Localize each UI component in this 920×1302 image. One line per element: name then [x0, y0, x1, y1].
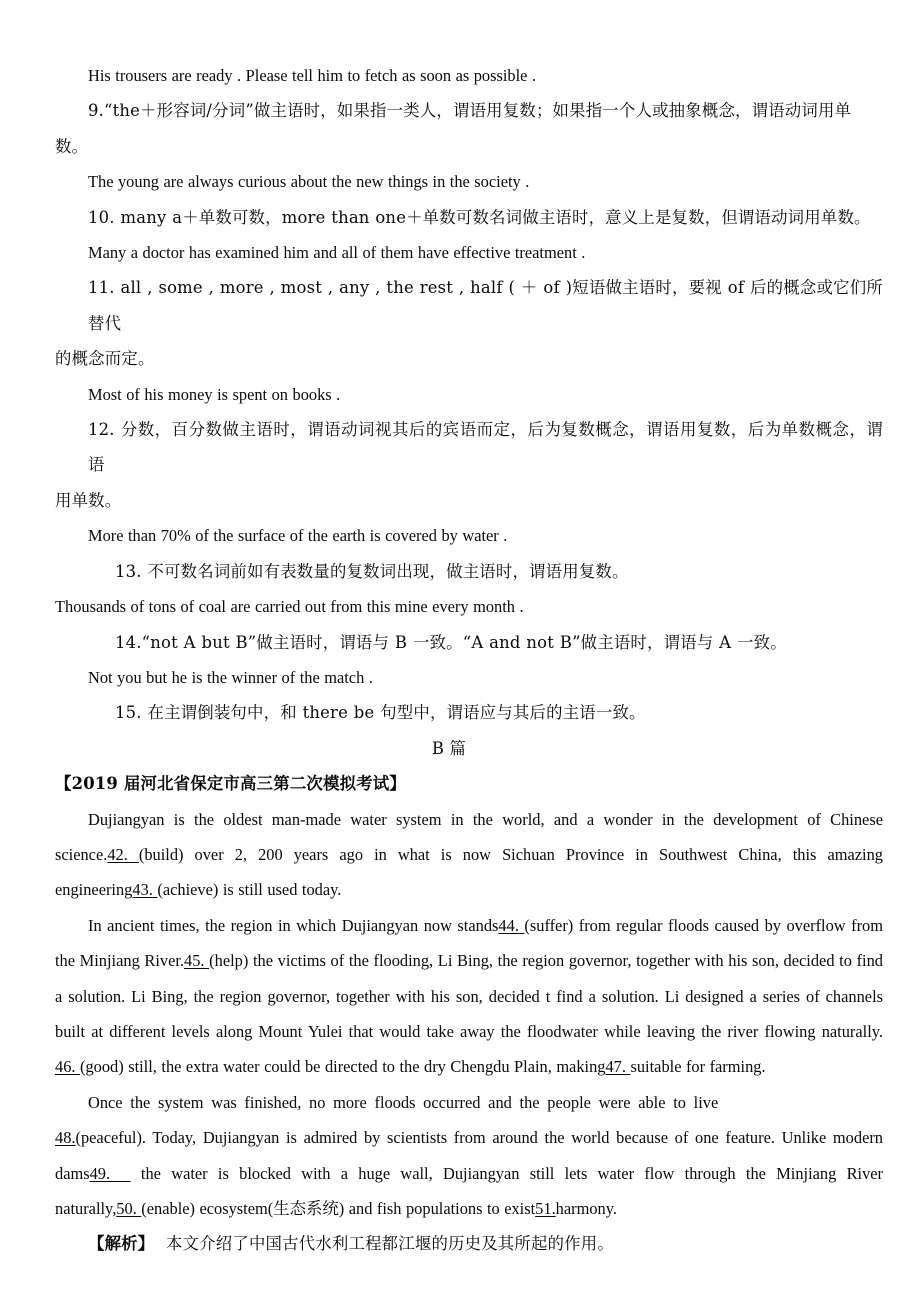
blank-47: 47. [605, 1057, 631, 1077]
rule-10: 10. many a＋单数可数，more than one＋单数可数名词做主语时，意义上是复数，但谓语动词用单数。 [88, 207, 871, 227]
passage-p3-line2-b: (peaceful). Today, Dujiangyan is admired by scientists from around the world because of one feature. [75, 1128, 775, 1148]
passage-p3-line4-b: (enable) ecosystem(生态系统) and fish populations to exist [141, 1199, 536, 1218]
example-sentence-13: Thousands of tons of coal are carried out from this mine every month . [55, 597, 524, 617]
blank-45: 45. [184, 951, 210, 971]
section-b-heading: B 篇 [431, 738, 467, 758]
passage-p2-line2-b: (help) the victims of the flooding, Li Bing, the region governor, [209, 951, 632, 971]
blank-44: 44. [498, 915, 525, 935]
page-body-column [55, 58, 883, 1262]
blank-49: 49. [89, 1163, 131, 1183]
passage-p3-line3-b: the water is blocked with a huge wall, Dujiangyan still lets water flow through [130, 1163, 736, 1183]
passage-p2-line5-a: that would take away the floodwater while leaving the river flowing naturally. [348, 1021, 883, 1041]
rule-12-line-2: 用单数。 [55, 490, 122, 510]
passage-p3-line3-a: Unlike modern dams [55, 1128, 883, 1183]
passage-p2-line6-b: suitable for farming. [630, 1057, 766, 1077]
blank-46: 46. [55, 1057, 80, 1077]
passage-p1-line2-a: of Chinese science. [55, 809, 883, 864]
passage-p1-line3-a: China, this amazing engineering [55, 844, 883, 900]
passage-p2-line1-b: (suffer) from regular floods caused [524, 915, 760, 935]
example-sentence-8: His trousers are ready . Please tell him to fetch as soon as possible . [88, 66, 537, 85]
passage-p2-line2-a: by overflow from the Minjiang River. [55, 915, 883, 971]
passage-p2-line1-a: In ancient times, the region in which Dujiangyan now stands [88, 915, 499, 935]
blank-43: 43. [132, 880, 158, 900]
rule-9-line-1: 9.“the＋形容词/分词”做主语时，如果指一类人，谓语用复数；如果指一个人或抽象概念，谓语动词用单 [88, 101, 852, 121]
blank-48: 48. [55, 1128, 76, 1148]
passage-p3-line4-a: the Minjiang River naturally, [55, 1163, 884, 1218]
passage-paragraph-3-rest [55, 1120, 883, 1226]
passage-paragraph-3-line-1 [55, 1085, 883, 1120]
rule-15: 15. 在主谓倒装句中，和 there be 句型中，谓语应与其后的主语一致。 [115, 703, 646, 723]
example-sentence-11: Most of his money is spent on books . [88, 384, 341, 404]
example-sentence-10: Many a doctor has examined him and all of them have effective treatment . [88, 243, 586, 263]
example-sentence-14: Not you but he is the winner of the match . [88, 667, 373, 687]
rule-12-line-1: 12. 分数，百分数做主语时，谓语动词视其后的宾语而定，后为复数概念，谓语用复数，后为单数概念，谓语 [88, 420, 883, 475]
passage-p2-line5-b: (good) still, the extra [80, 1057, 219, 1077]
rule-13: 13. 不可数名词前如有表数量的复数词出现，做主语时，谓语用复数。 [115, 561, 629, 581]
rule-11-line-2: 的概念而定。 [55, 349, 155, 369]
passage-p1-line2-b: (build) over 2, 200 years ago in what is now Sichuan Province in Southwest [138, 844, 728, 864]
example-sentence-9: The young are always curious about the new things in the society . [88, 172, 530, 192]
passage-p1-line1: Dujiangyan is the oldest man-made water system in the world, and a wonder in the development [88, 809, 798, 829]
analysis-label: 【解析】 [88, 1234, 155, 1254]
analysis-paragraph [55, 1226, 883, 1261]
passage-paragraph-1 [55, 802, 883, 908]
passage-p2-line6-a: water could be directed to the dry Chengdu Plain, making [223, 1057, 606, 1077]
analysis-text: 本文介绍了中国古代水利工程都江堰的历史及其所起的作用。 [166, 1234, 614, 1254]
passage-paragraph-2 [55, 908, 883, 1085]
rule-11-line-1: 11. all , some , more , most , any , the rest , half ( ＋ of )短语做主语时，要视 of 后的概念或它们所替代 [88, 278, 883, 333]
passage-p3-line1: Once the system was finished, no more floods occurred and the people were able to live [88, 1092, 719, 1112]
passage-p3-line4-c: harmony. [555, 1199, 617, 1218]
blank-51: 51. [535, 1199, 556, 1218]
rule-14: 14.“not A but B”做主语时，谓语与 B 一致。“A and not B”做主语时，谓语与 A 一致。 [115, 632, 787, 652]
passage-p2-line4: decided t find a solution. Li designed a series of channels built at different levels along Mount Yulei [55, 986, 884, 1041]
passage-p1-line3-b: (achieve) is still used today. [157, 880, 342, 900]
blank-42: 42. [107, 844, 139, 864]
exam-source-label: 【2019 届河北省保定市高三第二次模拟考试】 [55, 774, 406, 794]
blank-50: 50. [116, 1199, 142, 1218]
example-sentence-12: More than 70% of the surface of the earth is covered by water . [88, 526, 508, 546]
passage-p2-line3: together with his son, decided to find a solution. Li Bing, the region governor, together with his son, [55, 951, 883, 1006]
rule-9-line-2: 数。 [55, 136, 89, 156]
